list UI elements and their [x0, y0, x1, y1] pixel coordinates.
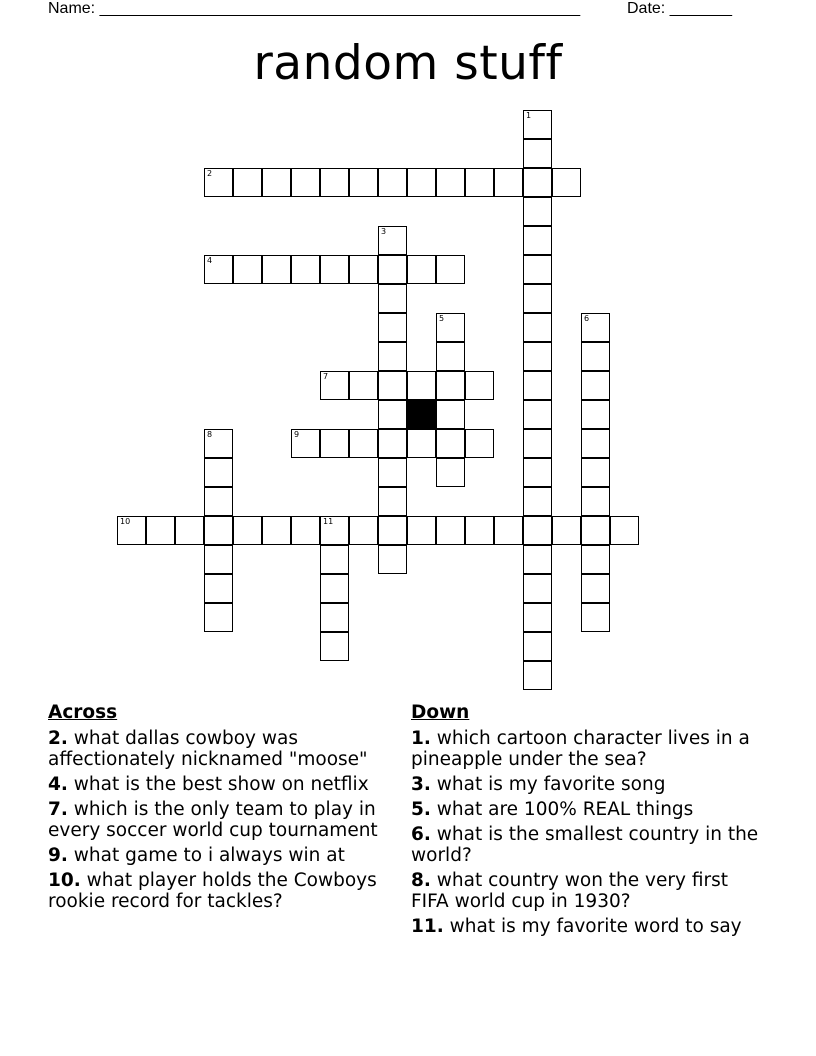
grid-cell[interactable]	[581, 458, 610, 487]
down-heading: Down	[411, 702, 470, 723]
grid-cell[interactable]	[610, 516, 639, 545]
clue-num: 5.	[411, 799, 431, 820]
grid-cell[interactable]	[349, 429, 378, 458]
grid-cell[interactable]	[320, 545, 349, 574]
grid-cell[interactable]	[523, 226, 552, 255]
grid-cell[interactable]	[436, 400, 465, 429]
grid-cell[interactable]	[378, 226, 407, 255]
across-clue	[48, 845, 393, 866]
grid-cell[interactable]	[204, 429, 233, 458]
date-line: _______	[669, 0, 732, 17]
grid-cell[interactable]	[465, 516, 494, 545]
name-line: ______________________________________________________	[99, 0, 581, 17]
grid-cell[interactable]	[204, 545, 233, 574]
grid-cell[interactable]	[349, 371, 378, 400]
down-clues	[411, 702, 761, 941]
grid-cell[interactable]	[581, 342, 610, 371]
grid-cell[interactable]	[523, 458, 552, 487]
down-clue	[411, 870, 761, 912]
grid-cell[interactable]	[204, 487, 233, 516]
grid-cell[interactable]	[146, 516, 175, 545]
clue-text: what are 100% REAL things	[436, 799, 694, 820]
grid-cell[interactable]	[320, 429, 349, 458]
down-clue	[411, 824, 761, 866]
clue-num: 1.	[411, 728, 431, 749]
down-clue	[411, 774, 761, 795]
grid-cell[interactable]	[407, 255, 436, 284]
clue-number: 6	[584, 314, 590, 323]
grid-cell[interactable]	[523, 197, 552, 226]
clue-num: 3.	[411, 774, 431, 795]
grid-cell[interactable]	[204, 458, 233, 487]
grid-cell[interactable]	[552, 516, 581, 545]
grid-cell[interactable]	[291, 255, 320, 284]
grid-cell[interactable]	[407, 371, 436, 400]
grid-cell[interactable]	[378, 342, 407, 371]
grid-cell[interactable]	[523, 284, 552, 313]
grid-cell[interactable]	[581, 516, 610, 545]
grid-cell[interactable]	[175, 516, 204, 545]
grid-cell[interactable]	[407, 429, 436, 458]
grid-cell[interactable]	[349, 516, 378, 545]
grid-cell[interactable]	[523, 487, 552, 516]
grid-cell[interactable]	[378, 371, 407, 400]
grid-cell[interactable]	[233, 168, 262, 197]
grid-cell[interactable]	[523, 342, 552, 371]
grid-cell[interactable]	[523, 574, 552, 603]
clue-text: which is the only team to play in every soccer world cup tournament	[48, 799, 378, 841]
grid-cell[interactable]	[523, 603, 552, 632]
across-heading: Across	[48, 702, 118, 723]
grid-cell[interactable]	[581, 429, 610, 458]
clue-number: 8	[207, 430, 213, 439]
grid-cell[interactable]	[320, 574, 349, 603]
clue-num: 11.	[411, 916, 444, 937]
grid-cell[interactable]	[436, 313, 465, 342]
grid-cell[interactable]	[494, 516, 523, 545]
grid-cell[interactable]	[320, 371, 349, 400]
clue-num: 2.	[48, 728, 68, 749]
grid-cell[interactable]	[523, 313, 552, 342]
clue-text: what country won the very first FIFA world cup in 1930?	[411, 870, 728, 912]
clue-text: what is the smallest country in the world?	[411, 824, 759, 866]
grid-cell[interactable]	[523, 371, 552, 400]
grid-cell[interactable]	[204, 574, 233, 603]
grid-cell[interactable]	[581, 603, 610, 632]
across-clue	[48, 870, 393, 912]
grid-cell[interactable]	[552, 168, 581, 197]
clue-number: 9	[294, 430, 300, 439]
grid-cell[interactable]	[465, 429, 494, 458]
grid-cell[interactable]	[407, 516, 436, 545]
clue-text: what dallas cowboy was affectionately nicknamed "moose"	[48, 728, 368, 770]
grid-cell[interactable]	[523, 632, 552, 661]
grid-cell[interactable]	[436, 516, 465, 545]
grid-cell[interactable]	[378, 429, 407, 458]
grid-cell[interactable]	[378, 516, 407, 545]
across-clue	[48, 799, 393, 841]
grid-cell[interactable]	[523, 139, 552, 168]
grid-cell[interactable]	[436, 342, 465, 371]
clue-num: 9.	[48, 845, 68, 866]
grid-cell[interactable]	[465, 168, 494, 197]
clue-number: 11	[323, 517, 334, 526]
clue-number: 5	[439, 314, 445, 323]
grid-cell[interactable]	[320, 168, 349, 197]
grid-cell[interactable]	[378, 313, 407, 342]
grid-cell[interactable]	[523, 400, 552, 429]
grid-cell[interactable]	[262, 168, 291, 197]
down-clue	[411, 799, 761, 820]
down-clue-list	[411, 728, 761, 937]
clue-number: 4	[207, 256, 213, 265]
grid-cell[interactable]	[378, 458, 407, 487]
clue-number: 2	[207, 169, 213, 178]
grid-cell[interactable]	[320, 255, 349, 284]
grid-cell[interactable]	[262, 255, 291, 284]
name-label: Name:	[48, 0, 96, 17]
down-clue	[411, 728, 761, 770]
clue-num: 6.	[411, 824, 431, 845]
across-clue	[48, 774, 393, 795]
clue-number: 3	[381, 227, 387, 236]
grid-cell[interactable]	[523, 168, 552, 197]
clue-num: 7.	[48, 799, 68, 820]
grid-cell[interactable]	[436, 429, 465, 458]
grid-cell[interactable]	[581, 574, 610, 603]
clue-num: 8.	[411, 870, 431, 891]
grid-cell[interactable]	[320, 516, 349, 545]
page-title: random stuff	[253, 36, 563, 91]
grid-cell[interactable]	[523, 429, 552, 458]
grid-cell[interactable]	[378, 284, 407, 313]
grid-cell[interactable]	[581, 545, 610, 574]
grid-cell[interactable]	[291, 168, 320, 197]
grid-cell[interactable]	[378, 255, 407, 284]
clue-number: 10	[120, 517, 131, 526]
grid-cell[interactable]	[320, 603, 349, 632]
grid-cell[interactable]	[581, 400, 610, 429]
grid-cell[interactable]	[523, 255, 552, 284]
grid-cell[interactable]	[233, 255, 262, 284]
grid-cell[interactable]	[581, 371, 610, 400]
black-cell	[407, 400, 436, 429]
across-clues	[48, 702, 393, 916]
grid-cell[interactable]	[581, 313, 610, 342]
grid-cell[interactable]	[523, 545, 552, 574]
grid-cell[interactable]	[262, 516, 291, 545]
grid-cell[interactable]	[349, 255, 378, 284]
grid-cell[interactable]	[523, 110, 552, 139]
clue-text: what is my favorite song	[436, 774, 666, 795]
grid-cell[interactable]	[233, 516, 262, 545]
grid-cell[interactable]	[523, 661, 552, 690]
grid-cell[interactable]	[204, 516, 233, 545]
grid-cell[interactable]	[204, 603, 233, 632]
grid-cell[interactable]	[436, 371, 465, 400]
grid-cell[interactable]	[407, 168, 436, 197]
date-label: Date:	[627, 0, 666, 17]
across-clue-list	[48, 728, 393, 912]
grid-cell[interactable]	[117, 516, 146, 545]
grid-cell[interactable]	[436, 168, 465, 197]
grid-cell[interactable]	[378, 168, 407, 197]
clue-text: what game to i always win at	[73, 845, 345, 866]
grid-cell[interactable]	[320, 632, 349, 661]
clue-num: 10.	[48, 870, 81, 891]
grid-cell[interactable]	[204, 255, 233, 284]
down-clue	[411, 916, 761, 937]
clue-number: 7	[323, 372, 329, 381]
clue-number: 1	[526, 111, 532, 120]
grid-cell[interactable]	[291, 429, 320, 458]
grid-cell[interactable]	[494, 168, 523, 197]
clue-text: which cartoon character lives in a pineapple under the sea?	[411, 728, 750, 770]
grid-cell[interactable]	[581, 487, 610, 516]
grid-cell[interactable]	[436, 255, 465, 284]
clue-num: 4.	[48, 774, 68, 795]
across-clue	[48, 728, 393, 770]
grid-cell[interactable]	[436, 458, 465, 487]
grid-cell[interactable]	[378, 545, 407, 574]
clue-text: what is my favorite word to say	[449, 916, 742, 937]
grid-cell[interactable]	[523, 516, 552, 545]
grid-cell[interactable]	[378, 487, 407, 516]
grid-cell[interactable]	[378, 400, 407, 429]
grid-cell[interactable]	[465, 371, 494, 400]
clue-text: what is the best show on netflix	[73, 774, 369, 795]
grid-cell[interactable]	[291, 516, 320, 545]
clue-text: what player holds the Cowboys rookie record for tackles?	[48, 870, 377, 912]
grid-cell[interactable]	[349, 168, 378, 197]
grid-cell[interactable]	[204, 168, 233, 197]
